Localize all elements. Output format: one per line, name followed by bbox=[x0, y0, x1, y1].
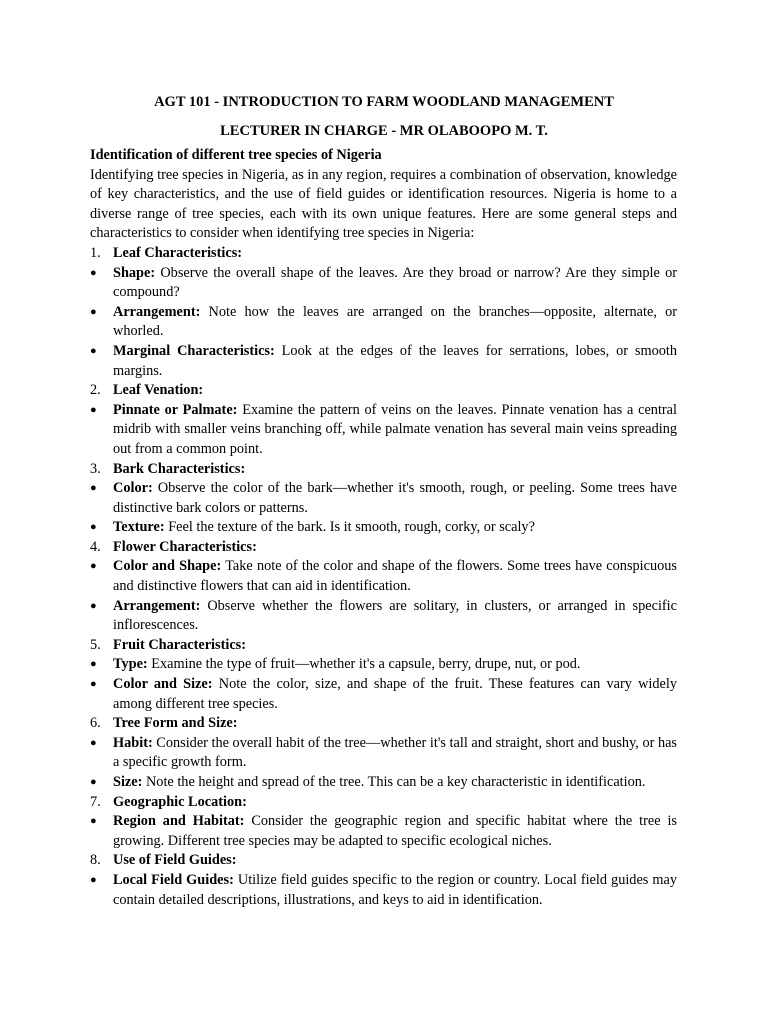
item-number: 5. bbox=[90, 636, 101, 653]
bullet-text: Size: Note the height and spread of the tree. This can be a key characteristic in identification. bbox=[113, 774, 646, 790]
list-item bbox=[90, 538, 677, 558]
bullet-item bbox=[90, 871, 677, 910]
bullet-icon: ● bbox=[90, 344, 97, 357]
list-item bbox=[90, 636, 677, 656]
bullet-item bbox=[90, 518, 677, 538]
bullet-item bbox=[90, 303, 677, 342]
bullet-term: Region and Habitat: bbox=[113, 813, 245, 830]
item-number: 4. bbox=[90, 538, 101, 555]
bullet-item bbox=[90, 773, 677, 793]
list-item bbox=[90, 793, 677, 813]
bullet-item bbox=[90, 557, 677, 596]
characteristics-list bbox=[90, 244, 677, 910]
bullet-term: Color and Shape: bbox=[113, 558, 222, 575]
item-number: 8. bbox=[90, 852, 101, 869]
bullet-item bbox=[90, 812, 677, 851]
bullet-icon: ● bbox=[90, 736, 97, 749]
bullet-icon: ● bbox=[90, 815, 97, 828]
item-label: Tree Form and Size: bbox=[113, 715, 238, 732]
bullet-term: Arrangement: bbox=[113, 303, 201, 320]
list-item bbox=[90, 851, 677, 871]
item-number: 6. bbox=[90, 715, 101, 732]
bullet-text: Color and Size: Note the color, size, and shape of the fruit. These features can vary widely among different tree species. bbox=[113, 676, 677, 712]
bullet-item bbox=[90, 597, 677, 636]
bullet-item bbox=[90, 734, 677, 773]
bullet-text: Color: Observe the color of the bark—whether it's smooth, rough, or peeling. Some trees have distinctive bark colors or patterns. bbox=[113, 480, 677, 516]
bullet-text: Arrangement: Observe whether the flowers are solitary, in clusters, or arranged in specific inflorescences. bbox=[113, 597, 677, 634]
bullet-icon: ● bbox=[90, 873, 97, 886]
bullet-icon: ● bbox=[90, 403, 97, 416]
item-number: 3. bbox=[90, 460, 101, 477]
bullet-icon: ● bbox=[90, 776, 97, 788]
list-item bbox=[90, 460, 677, 480]
bullet-item bbox=[90, 342, 677, 381]
bullet-icon: ● bbox=[90, 560, 97, 573]
list-item bbox=[90, 381, 677, 401]
bullet-text: Texture: Feel the texture of the bark. Is it smooth, rough, corky, or scaly? bbox=[113, 519, 535, 536]
item-label: Geographic Location: bbox=[113, 793, 247, 810]
list-item bbox=[90, 244, 677, 264]
bullet-text: Arrangement: Note how the leaves are arranged on the branches—opposite, alternate, or whorled. bbox=[113, 303, 677, 340]
lecturer-line: LECTURER IN CHARGE - MR OLABOOPO M. T. bbox=[220, 123, 548, 139]
document-body bbox=[90, 146, 677, 910]
bullet-icon: ● bbox=[90, 599, 97, 612]
bullet-text: Local Field Guides: Utilize field guides specific to the region or country. Local field guides may contain detailed descriptions, illustrations, and keys to aid in identification. bbox=[113, 871, 678, 908]
bullet-term: Pinnate or Palmate: bbox=[113, 401, 238, 418]
bullet-text: Color and Shape: Take note of the color and shape of the flowers. Some trees have conspicuous and distinctive flowers that can aid in identification. bbox=[113, 558, 677, 595]
bullet-text: Habit: Consider the overall habit of the tree—whether it's tall and straight, short and bushy, or has a specific growth form. bbox=[113, 734, 677, 771]
item-label: Leaf Venation: bbox=[113, 382, 204, 399]
item-label: Bark Characteristics: bbox=[113, 460, 246, 477]
intro-paragraph: Identifying tree species in Nigeria, as in any region, requires a combination of observation, knowledge of key characteristics, and the use of field guides or identification resources. Nigeria is home to a diverse range of tree species, each with its own unique features. Here are some general steps and characteristics to consider when identifying tree species in Nigeria: bbox=[90, 166, 677, 242]
bullet-item bbox=[90, 675, 677, 714]
bullet-item bbox=[90, 264, 677, 303]
bullet-term: Local Field Guides: bbox=[113, 871, 234, 888]
item-label: Flower Characteristics: bbox=[113, 538, 257, 555]
bullet-icon: ● bbox=[90, 678, 97, 691]
section-heading: Identification of different tree species of Nigeria bbox=[90, 147, 382, 163]
bullet-icon: ● bbox=[90, 482, 97, 495]
item-label: Use of Field Guides: bbox=[113, 852, 237, 869]
bullet-icon: ● bbox=[90, 658, 97, 671]
bullet-term: Texture: bbox=[113, 519, 165, 536]
bullet-term: Color and Size: bbox=[113, 676, 213, 693]
list-item bbox=[90, 714, 677, 734]
item-number: 1. bbox=[90, 244, 101, 261]
bullet-item bbox=[90, 479, 677, 518]
item-number: 7. bbox=[90, 793, 101, 810]
bullet-term: Type: bbox=[113, 656, 148, 673]
bullet-text: Type: Examine the type of fruit—whether it's a capsule, berry, drupe, nut, or pod. bbox=[113, 656, 581, 673]
bullet-term: Color: bbox=[113, 480, 153, 497]
bullet-term: Size: bbox=[113, 774, 143, 790]
bullet-item bbox=[90, 401, 677, 460]
bullet-icon: ● bbox=[90, 266, 97, 279]
bullet-icon: ● bbox=[90, 305, 97, 318]
bullet-term: Marginal Characteristics: bbox=[113, 342, 275, 359]
document-title: AGT 101 - INTRODUCTION TO FARM WOODLAND MANAGEMENT bbox=[154, 94, 614, 110]
item-label: Fruit Characteristics: bbox=[113, 636, 246, 653]
bullet-icon: ● bbox=[90, 521, 97, 534]
bullet-term: Shape: bbox=[113, 264, 156, 281]
bullet-text: Marginal Characteristics: Look at the edges of the leaves for serrations, lobes, or smooth margins. bbox=[113, 342, 677, 379]
bullet-text: Shape: Observe the overall shape of the leaves. Are they broad or narrow? Are they simple or compound? bbox=[113, 264, 677, 301]
bullet-item bbox=[90, 655, 677, 675]
bullet-text: Pinnate or Palmate: Examine the pattern of veins on the leaves. Pinnate venation has a central midrib with smaller veins branching off, while palmate venation has several main veins spreading out from a common point. bbox=[113, 401, 678, 457]
item-number: 2. bbox=[90, 382, 101, 399]
item-label: Leaf Characteristics: bbox=[113, 244, 243, 261]
bullet-term: Habit: bbox=[113, 734, 153, 751]
bullet-term: Arrangement: bbox=[113, 597, 201, 614]
bullet-text: Region and Habitat: Consider the geographic region and specific habitat where the tree is growing. Different tree species may be adapted to specific ecological niches. bbox=[113, 813, 677, 849]
